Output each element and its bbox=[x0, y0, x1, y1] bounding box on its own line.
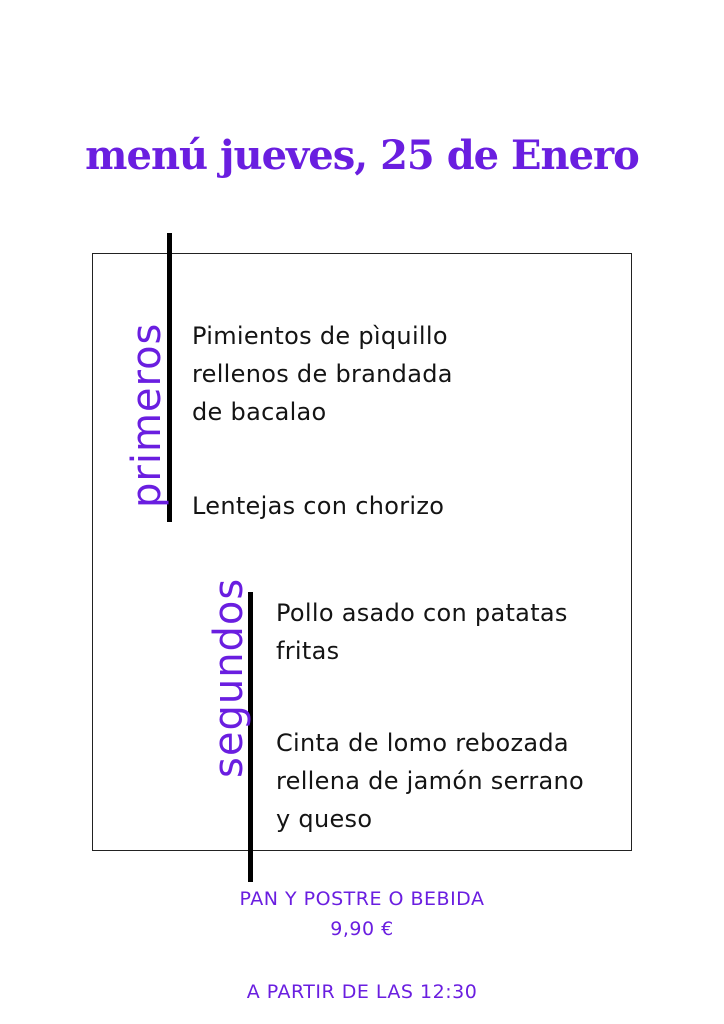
dish-primeros-2: Lentejas con chorizo bbox=[192, 492, 445, 520]
section-label-primeros: primeros bbox=[124, 322, 170, 508]
section-label-segundos: segundos bbox=[206, 577, 252, 778]
footer-time: A PARTIR DE LAS 12:30 bbox=[246, 981, 478, 1003]
dish-primeros-1: Pimientos de pìquillo rellenos de brandada de bacalao bbox=[192, 322, 453, 426]
footer-price: 9,90 € bbox=[330, 918, 394, 940]
menu-title: menú jueves, 25 de Enero bbox=[85, 132, 639, 179]
footer-includes: PAN Y POSTRE O BEBIDA bbox=[239, 888, 485, 910]
dish-segundos-2: Cinta de lomo rebozada rellena de jamón serrano y queso bbox=[276, 729, 585, 833]
dish-segundos-1: Pollo asado con patatas fritas bbox=[276, 599, 568, 665]
